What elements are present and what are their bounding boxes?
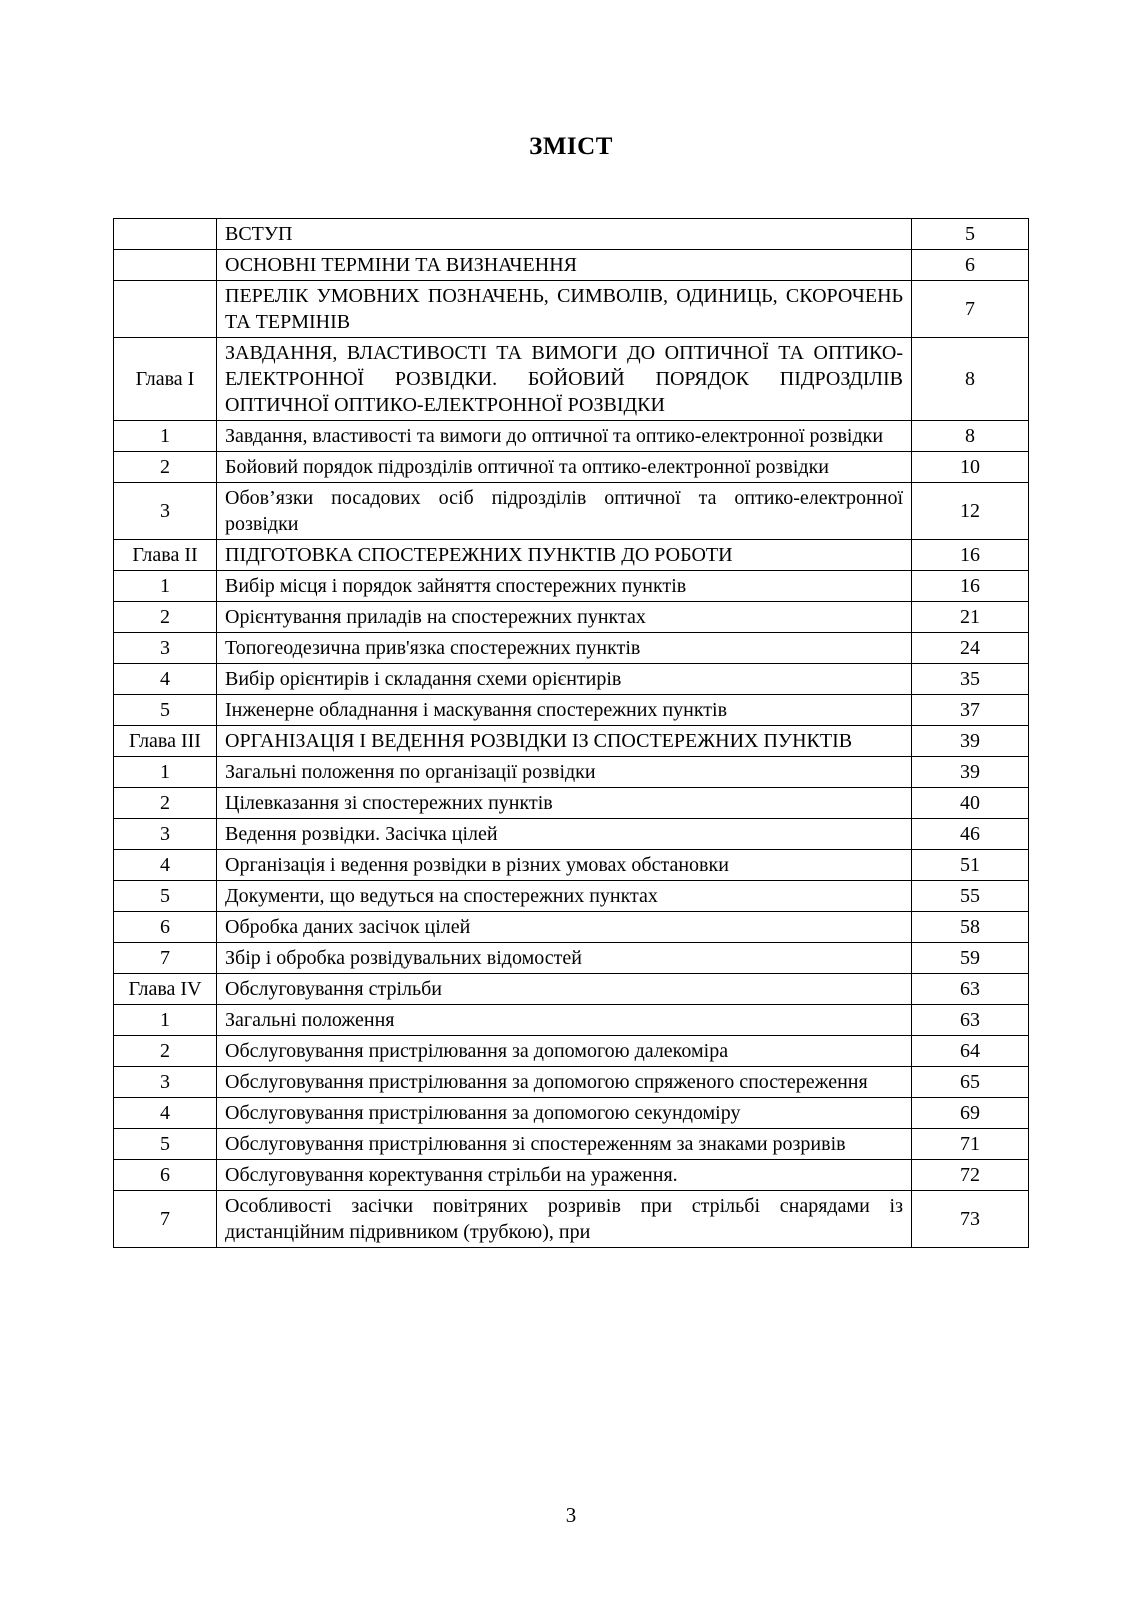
toc-row-number: 4: [114, 1098, 217, 1129]
toc-row-number: 5: [114, 881, 217, 912]
toc-row-title: ОРГАНІЗАЦІЯ І ВЕДЕННЯ РОЗВІДКИ ІЗ СПОСТЕРЕЖНИХ ПУНКТІВ: [217, 726, 912, 757]
toc-table: [113, 218, 1029, 1248]
footer-page-number: 3: [565, 1503, 577, 1527]
toc-row: [114, 850, 1029, 881]
toc-row-title: Організація і ведення розвідки в різних умовах обстановки: [217, 850, 912, 881]
toc-row-title: ВСТУП: [217, 219, 912, 250]
toc-row-number: 2: [114, 1036, 217, 1067]
toc-row: [114, 881, 1029, 912]
toc-row: [114, 281, 1029, 338]
toc-row-number: 5: [114, 1129, 217, 1160]
toc-row: [114, 974, 1029, 1005]
toc-row-number: 3: [114, 819, 217, 850]
toc-row: [114, 1036, 1029, 1067]
toc-row: [114, 1005, 1029, 1036]
toc-row-number: [114, 250, 217, 281]
page-title: ЗМІСТ: [529, 133, 613, 160]
toc-row-page: 69: [912, 1098, 1029, 1129]
toc-row: [114, 757, 1029, 788]
toc-row-number: 2: [114, 602, 217, 633]
toc-row: [114, 633, 1029, 664]
toc-row: [114, 571, 1029, 602]
toc-row: [114, 788, 1029, 819]
toc-row: [114, 943, 1029, 974]
toc-row-number: 4: [114, 850, 217, 881]
toc-row-page: 63: [912, 1005, 1029, 1036]
toc-row-page: 35: [912, 664, 1029, 695]
toc-row-number: 4: [114, 664, 217, 695]
toc-row-page: 37: [912, 695, 1029, 726]
toc-row-title: ЗАВДАННЯ, ВЛАСТИВОСТІ ТА ВИМОГИ ДО ОПТИЧНОЇ ТА ОПТИКО-ЕЛЕКТРОННОЇ РОЗВІДКИ. БОЙОВИЙ ПОРЯДОК ПІДРОЗДІЛІВ ОПТИЧНОЇ ОПТИКО-ЕЛЕКТРОННОЇ РОЗВІДКИ: [217, 338, 912, 421]
toc-row: [114, 1129, 1029, 1160]
toc-row-title: ПІДГОТОВКА СПОСТЕРЕЖНИХ ПУНКТІВ ДО РОБОТИ: [217, 540, 912, 571]
toc-row: [114, 819, 1029, 850]
toc-row-page: 7: [912, 281, 1029, 338]
toc-row-title: Завдання, властивості та вимоги до оптичної та оптико-електронної розвідки: [217, 421, 912, 452]
toc-row-page: 8: [912, 421, 1029, 452]
toc-row-number: 1: [114, 757, 217, 788]
toc-row-title: Топогеодезична прив'язка спостережних пунктів: [217, 633, 912, 664]
toc-row: [114, 726, 1029, 757]
toc-row-page: 64: [912, 1036, 1029, 1067]
toc-row-page: 5: [912, 219, 1029, 250]
toc-row-page: 6: [912, 250, 1029, 281]
toc-row-title: Цілевказання зі спостережних пунктів: [217, 788, 912, 819]
toc-row-page: 72: [912, 1160, 1029, 1191]
toc-row-page: 65: [912, 1067, 1029, 1098]
toc-row-number: 5: [114, 695, 217, 726]
toc-row-page: 16: [912, 540, 1029, 571]
toc-row-title: Вибір місця і порядок зайняття спостережних пунктів: [217, 571, 912, 602]
toc-row-page: 8: [912, 338, 1029, 421]
toc-row-page: 39: [912, 726, 1029, 757]
toc-row-page: 16: [912, 571, 1029, 602]
toc-row: [114, 1067, 1029, 1098]
toc-row-page: 46: [912, 819, 1029, 850]
toc-row-number: [114, 219, 217, 250]
toc-row: [114, 695, 1029, 726]
toc-row-number: [114, 281, 217, 338]
toc-row: [114, 250, 1029, 281]
toc-row-number: 3: [114, 633, 217, 664]
toc-row-page: 63: [912, 974, 1029, 1005]
toc-row-title: Обробка даних засічок цілей: [217, 912, 912, 943]
toc-row-page: 24: [912, 633, 1029, 664]
toc-row: [114, 338, 1029, 421]
toc-row-title: Обслуговування пристрілювання за допомогою секундоміру: [217, 1098, 912, 1129]
toc-row-title: Обслуговування стрільби: [217, 974, 912, 1005]
toc-row-number: 1: [114, 571, 217, 602]
toc-row: [114, 912, 1029, 943]
toc-row: [114, 452, 1029, 483]
toc-row-title: Обслуговування пристрілювання зі спостереженням за знаками розривів: [217, 1129, 912, 1160]
toc-row-page: 59: [912, 943, 1029, 974]
toc-row-page: 12: [912, 483, 1029, 540]
toc-row-page: 73: [912, 1191, 1029, 1248]
toc-row-page: 10: [912, 452, 1029, 483]
toc-row-page: 71: [912, 1129, 1029, 1160]
toc-row: [114, 483, 1029, 540]
toc-row: [114, 1098, 1029, 1129]
toc-row-title: ПЕРЕЛІК УМОВНИХ ПОЗНАЧЕНЬ, СИМВОЛІВ, ОДИНИЦЬ, СКОРОЧЕНЬ ТА ТЕРМІНІВ: [217, 281, 912, 338]
toc-row-page: 51: [912, 850, 1029, 881]
toc-row-title: Загальні положення: [217, 1005, 912, 1036]
toc-row: [114, 540, 1029, 571]
toc-row-number: Глава III: [114, 726, 217, 757]
toc-row-number: 2: [114, 452, 217, 483]
toc-row-page: 58: [912, 912, 1029, 943]
toc-row-page: 39: [912, 757, 1029, 788]
toc-row-title: Обслуговування коректування стрільби на ураження.: [217, 1160, 912, 1191]
toc-row-title: ОСНОВНІ ТЕРМІНИ ТА ВИЗНАЧЕННЯ: [217, 250, 912, 281]
toc-row: [114, 219, 1029, 250]
toc-row-number: Глава IV: [114, 974, 217, 1005]
toc-row-title: Загальні положення по організації розвідки: [217, 757, 912, 788]
toc-row-title: Ведення розвідки. Засічка цілей: [217, 819, 912, 850]
toc-row-page: 40: [912, 788, 1029, 819]
toc-row-title: Вибір орієнтирів і складання схеми орієнтирів: [217, 664, 912, 695]
toc-row-page: 55: [912, 881, 1029, 912]
toc-row-number: 1: [114, 1005, 217, 1036]
toc-row-number: 3: [114, 1067, 217, 1098]
toc-row-title: Документи, що ведуться на спостережних пунктах: [217, 881, 912, 912]
toc-row: [114, 602, 1029, 633]
toc-row: [114, 1191, 1029, 1248]
toc-row-title: Особливості засічки повітряних розривів при стрільбі снарядами із дистанційним підривником (трубкою), при: [217, 1191, 912, 1248]
toc-row-number: 1: [114, 421, 217, 452]
toc-row-number: 7: [114, 1191, 217, 1248]
toc-row-title: Обслуговування пристрілювання за допомогою далекоміра: [217, 1036, 912, 1067]
toc-body: [114, 219, 1029, 1248]
toc-row: [114, 1160, 1029, 1191]
toc-row-title: Збір і обробка розвідувальних відомостей: [217, 943, 912, 974]
toc-row-number: 6: [114, 1160, 217, 1191]
toc-row-title: Обов’язки посадових осіб підрозділів оптичної та оптико-електронної розвідки: [217, 483, 912, 540]
toc-row-number: 3: [114, 483, 217, 540]
toc-row-number: Глава I: [114, 338, 217, 421]
toc-row-number: 6: [114, 912, 217, 943]
toc-row-number: Глава II: [114, 540, 217, 571]
toc-row: [114, 664, 1029, 695]
toc-row-page: 21: [912, 602, 1029, 633]
toc-row-number: 7: [114, 943, 217, 974]
toc-row: [114, 421, 1029, 452]
toc-row-title: Обслуговування пристрілювання за допомогою спряженого спостереження: [217, 1067, 912, 1098]
toc-row-title: Бойовий порядок підрозділів оптичної та оптико-електронної розвідки: [217, 452, 912, 483]
toc-row-title: Орієнтування приладів на спостережних пунктах: [217, 602, 912, 633]
toc-row-title: Інженерне обладнання і маскування спостережних пунктів: [217, 695, 912, 726]
toc-row-number: 2: [114, 788, 217, 819]
